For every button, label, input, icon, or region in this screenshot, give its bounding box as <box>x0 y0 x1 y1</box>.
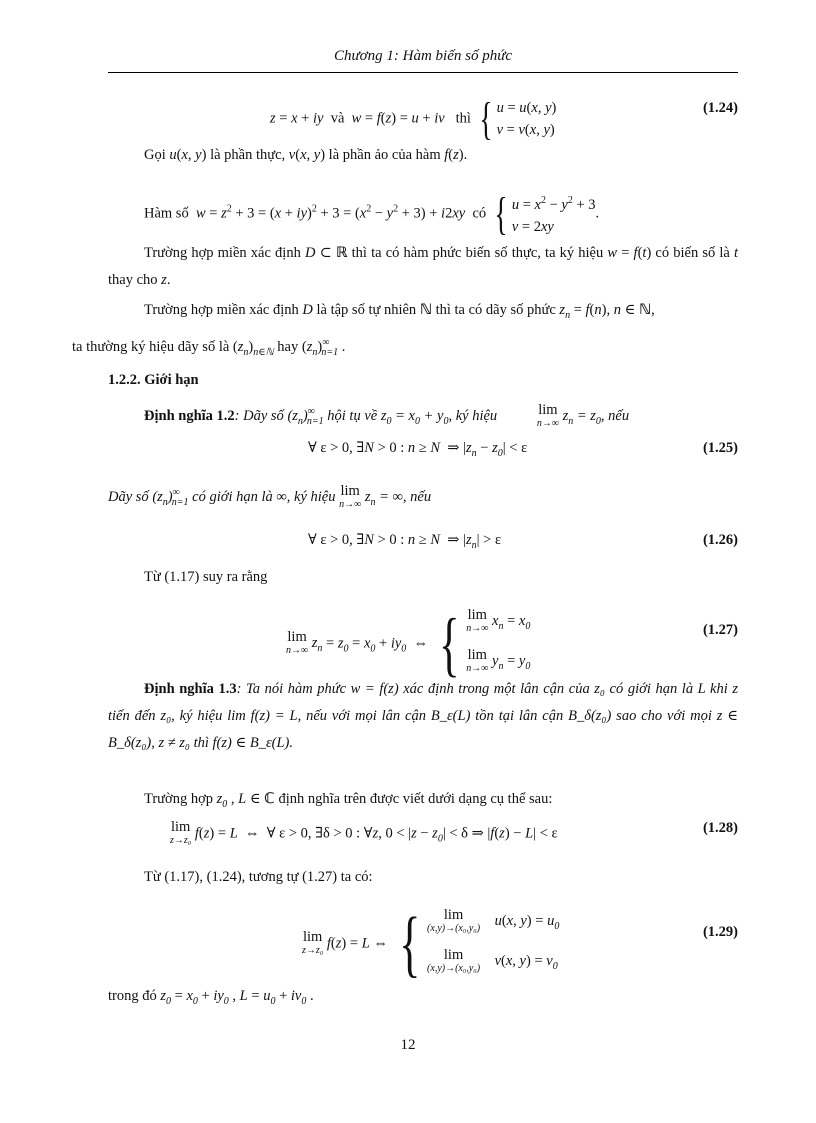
paragraph-real-variable: Trường hợp miền xác định D ⊂ ℝ thì ta có hàm phức biến số thực, ta ký hiệu w = f(t) có biến số là t thay cho z. <box>108 245 739 288</box>
eq-label-1-24: (1.24) <box>702 100 738 116</box>
definition-1-2-infinity: Dãy số $(z_n)^\infty_{n=1}$ có giới hạn là ∞, ký hiệu lim n→∞ $z_n$ = ∞, nếu <box>108 483 432 510</box>
example-function: Hàm số $w = z^2 + 3 = (x + iy)^2 + 3 = (x^2 - y^2 + 3) + i2xy$ có { $u = x^2 - y^2 + 3$ v = 2xy. <box>144 188 600 239</box>
equation-1-28: lim z→z₀ f(z) = L ⇔ ∀ ε > 0, ∃δ > 0 : ∀z, $0 < |z - z_0| < \delta$ ⇒ |f(z) − L| < ε (1.28) <box>170 819 738 846</box>
word-and: và <box>330 110 345 127</box>
paragraph-real-imag: Gọi u(x, y) là phần thực, v(x, y) là phần ảo của hàm f(z). <box>144 147 468 163</box>
paragraph-from-124: Từ (1.17), (1.24), tương tự (1.27) ta có: <box>144 869 373 885</box>
paragraph-from-117: Từ (1.17) suy ra rằng <box>144 569 268 585</box>
equation-1-27: lim n→∞ $z_n = z_0 = x_0 + iy_0$ ⇔ { lim n→∞ $x_n = x_0$ lim n→∞ $y_n = y_0$ (1.27) <box>286 604 738 684</box>
eq-label-1-25: (1.25) <box>702 440 738 456</box>
equation-1-26: ∀ ε > 0, ∃N > 0 : n ≥ N ⇒ $|z_n| > \varepsilon$ (1.26) <box>308 532 738 551</box>
eq-label-1-27: (1.27) <box>702 622 738 638</box>
header-rule <box>108 72 738 73</box>
section-heading: 1.2.2. Giới hạn <box>108 372 199 388</box>
paragraph-where: trong đó $z_0 = x_0 + iy_0$ , $L = u_0 + iv_0$ . <box>108 988 314 1007</box>
definition-1-2: Định nghĩa 1.2: Dãy số $(z_n)^\infty_{n=1}$ hội tụ về $z_0 = x_0 + y_0$, ký hiệu lim n→∞ $z_n = z_0$, nếu <box>144 401 630 429</box>
equation-1-29: lim z→z₀ f(z) = L ⇔ { lim (x,y)→(x₀,y₀) u(x, $y) = u_0$ lim (x,y)→(x₀,y₀) v(x, $y) = v_0$ (1.29) <box>302 903 738 985</box>
paragraph-sequence: Trường hợp miền xác định D là tập số tự nhiên ℕ thì ta có dãy số phức $z_n = f(n)$, n ∈ ℕ, ta thường ký hiệu dãy số là $(z_n)_{n\in ℕ}$ hay $(z_n)^\infty_{n=1}$ . <box>72 302 655 358</box>
eq-label-1-29: (1.29) <box>702 924 738 940</box>
paragraph-case: Trường hợp $z_0$ , L ∈ ℂ định nghĩa trên được viết dưới dạng cụ thể sau: <box>144 791 553 810</box>
eq-label-1-26: (1.26) <box>702 532 738 548</box>
page-number: 12 <box>400 1037 416 1053</box>
definition-1-3: Định nghĩa 1.3: Ta nói hàm phức w = f(z) xác định trong một lân cận của z₀ có giới hạn là L khi z tiến đến z₀, ký hiệu lim f(z) = L, nếu với mọi lân cận B_ε(L) tồn tại lân cận B_δ(z₀) sao cho với mọi z ∈ B_δ(z₀), z ≠ z₀ thì f(z) ∈ B_ε(L). <box>108 681 738 751</box>
equation-1-24: z = x + iy và w = f(z) = u + iv thì { u = u(x, y) v = v(x, y) (1.24) <box>270 93 738 144</box>
word-then: thì <box>455 110 471 127</box>
running-header: Chương 1: Hàm biến số phức <box>333 48 513 64</box>
equation-1-25: ∀ ε > 0, ∃N > 0 : n ≥ N ⇒ $|z_n - z_0| < \varepsilon$ (1.25) <box>308 440 738 459</box>
eq-label-1-28: (1.28) <box>702 820 738 836</box>
